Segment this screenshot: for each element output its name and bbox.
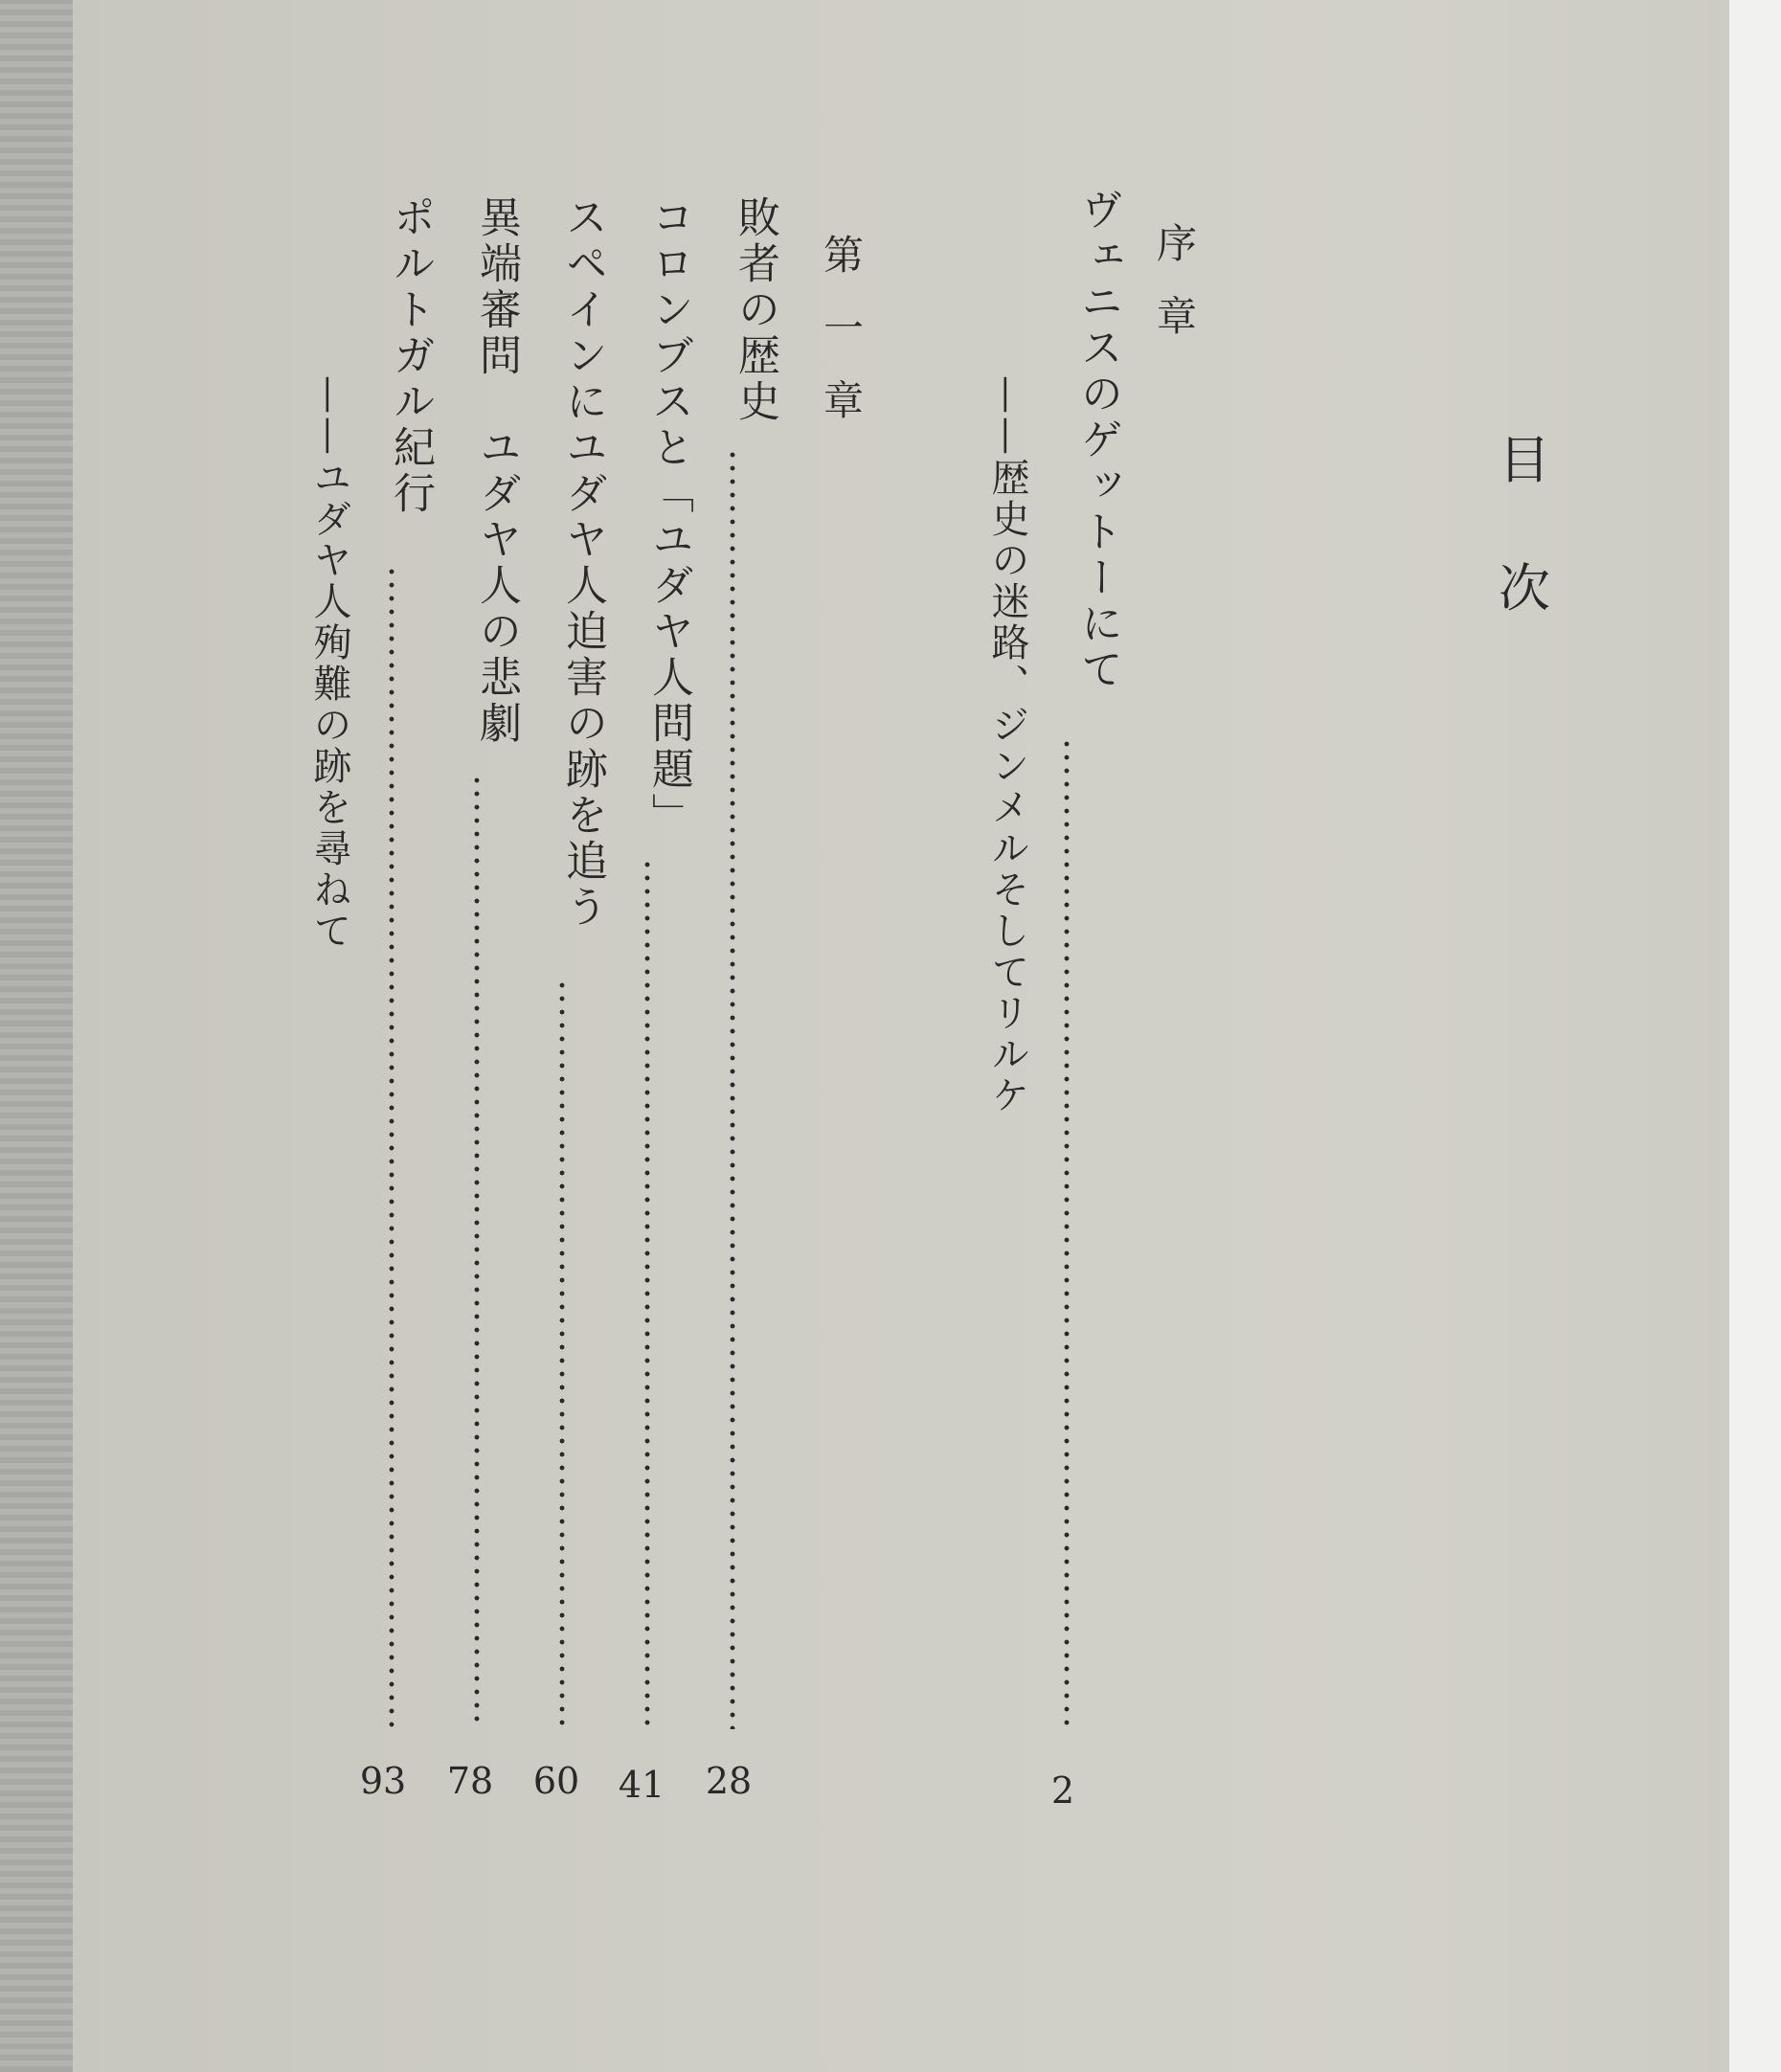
chapter1-entry-2-leader-dots bbox=[644, 858, 650, 1729]
toc-title-char-2: 次 bbox=[1499, 558, 1550, 619]
prologue-entry-leader-dots bbox=[1064, 737, 1070, 1731]
book-page bbox=[73, 0, 1729, 2072]
chapter1-entry-5-title[interactable]: ポルトガル紀行 bbox=[386, 195, 435, 517]
chapter1-entry-5-page[interactable]: 93 bbox=[359, 1760, 407, 1802]
chapter1-entry-3-leader-dots bbox=[559, 979, 565, 1729]
chapter1-entry-1-page[interactable]: 28 bbox=[705, 1760, 753, 1802]
prologue-chapter-label: 序章 bbox=[1151, 222, 1198, 368]
chapter1-entry-4-page[interactable]: 78 bbox=[446, 1760, 494, 1802]
toc-title-char-1: 目 bbox=[1499, 430, 1550, 490]
page-margin bbox=[1729, 0, 1781, 2072]
chapter1-entry-4-title[interactable]: 異端審問 ユダヤ人の悲劇 bbox=[472, 195, 521, 747]
chapter1-label: 第一章 bbox=[818, 234, 865, 452]
chapter1-entry-2-title[interactable]: コロンブスと「ユダヤ人問題」 bbox=[644, 195, 693, 839]
prologue-entry-subtitle: ——歴史の迷路、ジンメルそしてリルケ bbox=[985, 375, 1029, 1116]
chapter1-entry-2-page[interactable]: 41 bbox=[618, 1764, 665, 1806]
prologue-entry-title[interactable]: ヴェニスのゲットーにて bbox=[1073, 188, 1122, 693]
chapter1-entry-4-leader-dots bbox=[474, 774, 480, 1729]
prologue-entry-page[interactable]: 2 bbox=[1050, 1769, 1075, 1812]
chapter1-entry-3-page[interactable]: 60 bbox=[532, 1760, 580, 1802]
book-page-edge bbox=[0, 0, 73, 2072]
chapter1-entry-3-title[interactable]: スペインにユダヤ人迫害の跡を追う bbox=[558, 195, 607, 931]
chapter1-entry-5-subtitle: ——ユダヤ人殉難の跡を尋ねて bbox=[307, 375, 351, 952]
chapter1-entry-5-leader-dots bbox=[389, 565, 395, 1729]
chapter1-entry-1-leader-dots bbox=[730, 448, 735, 1729]
chapter1-entry-1-title[interactable]: 敗者の歴史 bbox=[731, 195, 779, 425]
